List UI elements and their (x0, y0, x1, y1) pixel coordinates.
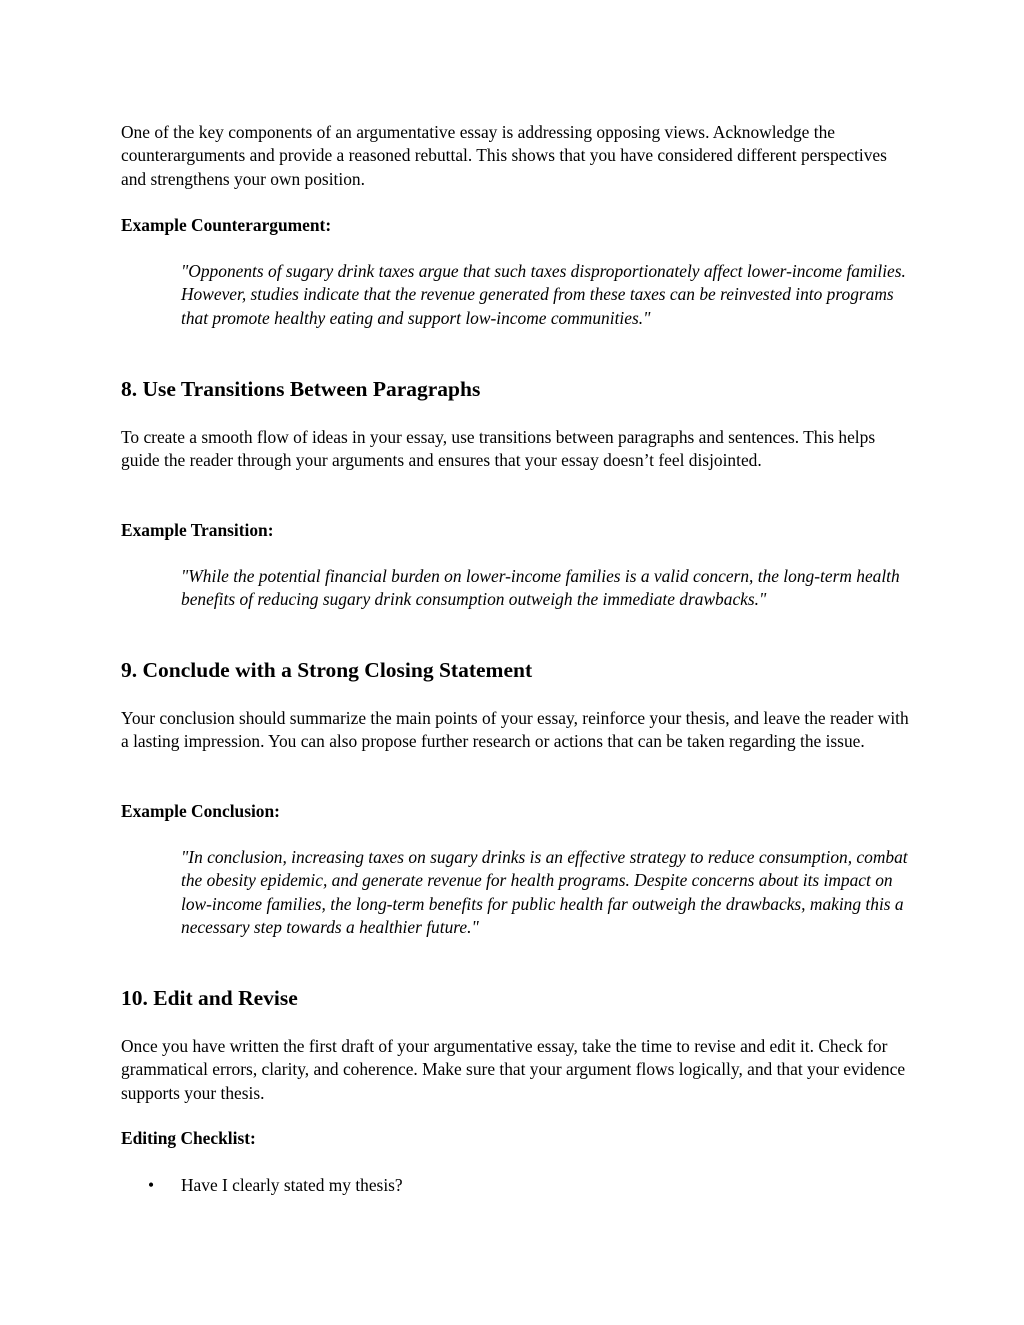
bullet-icon: • (148, 1175, 155, 1195)
checklist-item-text: Have I clearly stated my thesis? (181, 1175, 403, 1195)
transition-example-quote: "While the potential financial burden on lower-income families is a valid concern, the long-term health benefits of reducing sugary drink consumption outweigh the immediate drawbacks." (181, 566, 900, 610)
section-9-heading: 9. Conclude with a Strong Closing Statement (121, 658, 533, 682)
transition-example-label: Example Transition: (121, 520, 274, 540)
section-10-heading: 10. Edit and Revise (121, 986, 298, 1010)
section-8-heading: 8. Use Transitions Between Paragraphs (121, 377, 481, 401)
conclusion-example-label: Example Conclusion: (121, 801, 280, 821)
section-8-paragraph: To create a smooth flow of ideas in your essay, use transitions between paragraphs and sentences. This helps guide the reader through your arguments and ensures that your essay doesn’t feel disjointed. (121, 427, 876, 471)
counterargument-label: Example Counterargument: (121, 215, 332, 235)
section-9-paragraph: Your conclusion should summarize the main points of your essay, reinforce your thesis, and leave the reader with a lasting impression. You can also propose further research or actions that can be taken regarding the issue. (121, 708, 909, 752)
checklist-item (121, 1174, 911, 1198)
intro-paragraph: One of the key components of an argumentative essay is addressing opposing views. Acknowledge the counterarguments and provide a reasoned rebuttal. This shows that you have considered different perspectives and strengthens your own position. (121, 122, 887, 189)
conclusion-example-quote: "In conclusion, increasing taxes on sugary drinks is an effective strategy to reduce consumption, combat the obesity epidemic, and generate revenue for health programs. Despite concerns about its impact on low-income families, the long-term benefits for public health far outweigh the drawbacks, making this a necessary step towards a healthier future." (181, 847, 908, 937)
counterargument-quote: "Opponents of sugary drink taxes argue that such taxes disproportionately affect lower-income families. However, studies indicate that the revenue generated from these taxes can be reinvested into programs that promote healthy eating and support low-income communities." (181, 261, 906, 328)
section-10-paragraph: Once you have written the first draft of your argumentative essay, take the time to revise and edit it. Check for grammatical errors, clarity, and coherence. Make sure that your argument flows logically, and that your evidence supports your thesis. (121, 1036, 906, 1103)
editing-checklist-label: Editing Checklist: (121, 1128, 256, 1148)
